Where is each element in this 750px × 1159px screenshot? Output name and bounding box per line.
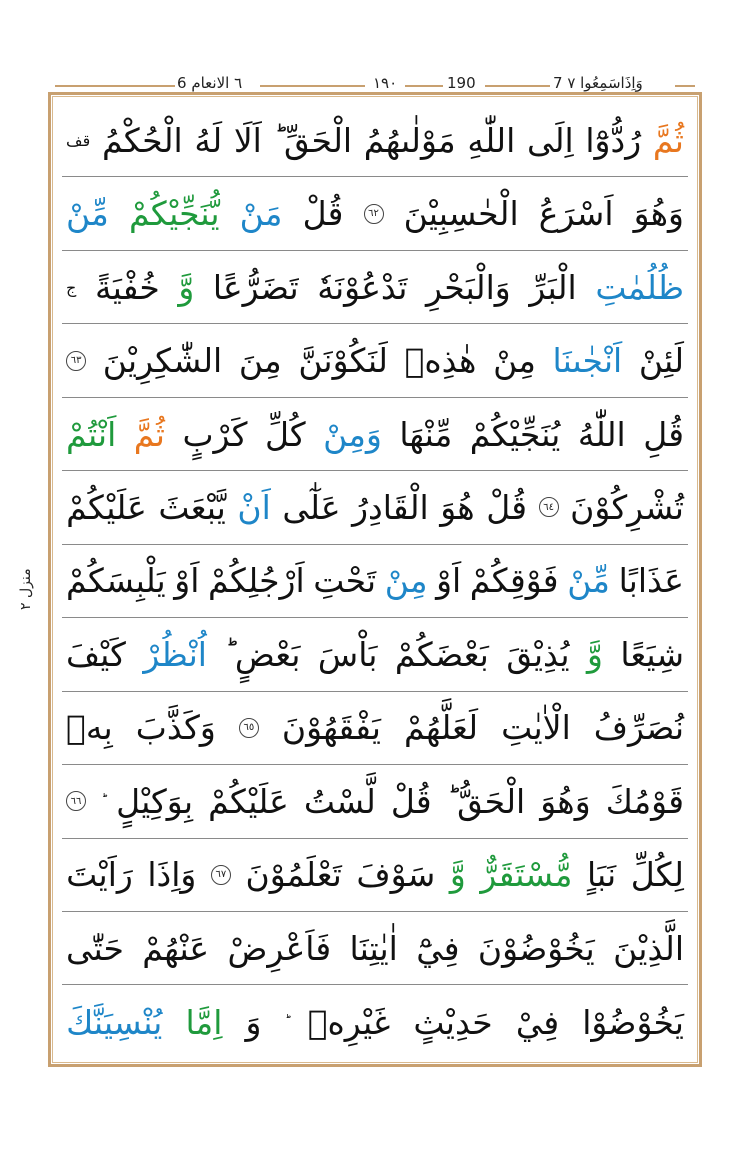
word: وَكَذَّبَ xyxy=(135,708,216,748)
word: تَدْعُوْنَهٗ xyxy=(317,267,408,307)
word: يَّبْعَثَ xyxy=(158,487,226,527)
word: كُلِّ xyxy=(264,414,306,454)
text-line xyxy=(62,912,688,985)
header-rule-mid-right xyxy=(485,85,550,87)
word: ج xyxy=(66,277,77,297)
word: بَعْضٍ ؕ xyxy=(224,634,301,674)
text-line xyxy=(62,471,688,544)
word: وَاِذَا xyxy=(147,855,197,895)
word: بِوَكِيْلٍ xyxy=(116,781,194,821)
header-rule-right xyxy=(675,85,695,87)
word: يُّنَجِّيْكُمْ xyxy=(128,194,220,234)
word: مَنْ xyxy=(239,194,283,234)
word: مَوْلٰىهُمُ xyxy=(363,120,456,160)
word: بَاْسَ xyxy=(317,634,378,674)
word: اَوْ xyxy=(174,561,200,601)
word: رَاَيْتَ xyxy=(66,855,133,895)
header-rule-mid-left xyxy=(260,85,365,87)
word: نَبَاٍ xyxy=(586,855,617,895)
word: عَلَيْكُمْ xyxy=(66,487,147,527)
text-line xyxy=(62,839,688,912)
header-rule-left xyxy=(55,85,175,87)
word: عَنْهُمْ xyxy=(142,928,210,968)
word: فِيْ xyxy=(515,1002,560,1042)
word: اَسْرَعُ xyxy=(538,194,614,234)
word: اِلَى xyxy=(526,120,574,160)
word: فَاَعْرِضْ xyxy=(227,928,332,968)
word: وَ xyxy=(245,1002,262,1042)
ayah-marker: ٦٦ xyxy=(66,791,86,811)
word: مِّنْ xyxy=(66,194,109,234)
word: تَعْلَمُوْنَ xyxy=(245,855,342,895)
word: عَذَابًا xyxy=(618,561,684,601)
word: حَدِيْثٍ xyxy=(413,1002,493,1042)
word: وَّ xyxy=(587,634,603,674)
word: الْحَقُّ ؕ xyxy=(446,781,526,821)
word: وَهُوَ xyxy=(540,781,591,821)
word: ثُمَّ xyxy=(652,120,684,160)
word: حَتّٰى xyxy=(66,928,124,968)
word: قُلْ xyxy=(486,487,528,527)
word: لِكُلِّ xyxy=(630,855,684,895)
word: وَهُوَ xyxy=(633,194,684,234)
word: تُشْرِكُوْنَ xyxy=(570,487,684,527)
word: مِنْ xyxy=(384,561,428,601)
word: كَرْبٍ xyxy=(182,414,248,454)
word: الْحُكْمُ xyxy=(101,120,183,160)
word: اُنْظُرْ xyxy=(143,634,207,674)
word: ثُمَّ xyxy=(133,414,165,454)
manzil-label: منزل ٢ xyxy=(18,568,34,610)
word: فَوْقِكُمْ xyxy=(469,561,559,601)
word: هُوَ xyxy=(440,487,475,527)
word: يُذِيْقَ xyxy=(506,634,570,674)
ayah-marker: ٦٤ xyxy=(539,497,559,517)
word: اَنْجٰىنَا xyxy=(552,341,623,381)
ayah-marker: ٦٧ xyxy=(211,865,231,885)
word: اِمَّا xyxy=(185,1002,223,1042)
word: قُلْ xyxy=(302,194,344,234)
word: هٰذِهٖ xyxy=(404,341,477,381)
word: لَعَلَّهُمْ xyxy=(404,708,479,748)
word: اَرْجُلِكُمْ xyxy=(208,561,305,601)
word: عَلٰٓى xyxy=(282,487,341,527)
word: الْبَرِّ xyxy=(529,267,577,307)
word: مُّسْتَقَرٌّ xyxy=(480,855,573,895)
word: وَّ xyxy=(178,267,195,307)
word: الْقَادِرُ xyxy=(352,487,429,527)
header-rule-center xyxy=(405,85,443,87)
word: عَلَيْكُمْ xyxy=(208,781,289,821)
word: بَعْضَكُمْ xyxy=(394,634,489,674)
word: نُصَرِّفُ xyxy=(593,708,684,748)
word: يُنْسِيَنَّكَ xyxy=(66,1002,163,1042)
word: اَوْ xyxy=(436,561,462,601)
word: يَخُوْضُوْا xyxy=(582,1002,684,1042)
word: اَنْتُمْ xyxy=(66,414,117,454)
ayah-marker: ٦٥ xyxy=(239,718,259,738)
word: الْحَقِّ ؕ xyxy=(273,120,353,160)
page-number: 190 xyxy=(447,74,476,92)
text-line xyxy=(62,618,688,691)
text-line xyxy=(62,692,688,765)
word: لَئِنْ xyxy=(638,341,684,381)
word: قُلْ xyxy=(390,781,432,821)
juz-name: 7 وَاِذَاسَمِعُوا ٧ xyxy=(553,74,643,92)
word: الَّذِيْنَ xyxy=(613,928,684,968)
word: اَنْ xyxy=(237,487,271,527)
ayah-marker: ٦٢ xyxy=(364,204,384,224)
word: قَوْمُكَ xyxy=(605,781,684,821)
ayah-marker: ٦٣ xyxy=(66,351,86,371)
word: بِهٖ xyxy=(66,708,113,748)
word: وَالْبَحْرِ xyxy=(426,267,511,307)
word: تَضَرُّعًا xyxy=(212,267,299,307)
text-line xyxy=(62,324,688,397)
word: وَمِنْ xyxy=(323,414,382,454)
text-line xyxy=(62,985,688,1058)
word: خُفْيَةً xyxy=(94,267,160,307)
word: اللّٰهِ xyxy=(467,120,516,160)
text-line xyxy=(62,765,688,838)
word: رُدُّوْٓا xyxy=(585,120,642,160)
word: اَلَا xyxy=(233,120,262,160)
word: يَخُوْضُوْنَ xyxy=(477,928,595,968)
word: مِّنْهَا xyxy=(399,414,453,454)
word: غَيْرِهٖ xyxy=(307,1002,391,1042)
text-line xyxy=(62,104,688,177)
word: قُلِ xyxy=(643,414,684,454)
page-number-arabic: ١٩٠ xyxy=(373,74,398,92)
word: اٰيٰتِنَا xyxy=(349,928,398,968)
word: وَّ xyxy=(449,855,466,895)
text-line xyxy=(62,251,688,324)
word: ظُلُمٰتِ xyxy=(595,267,684,307)
word: تَحْتِ xyxy=(313,561,377,601)
word: الشّٰكِرِيْنَ xyxy=(102,341,223,381)
word: الْاٰيٰتِ xyxy=(501,708,571,748)
word: لَّسْتُ xyxy=(303,781,376,821)
text-line xyxy=(62,177,688,250)
word: لَهُ xyxy=(194,120,223,160)
page-header xyxy=(55,72,695,98)
word: يُنَجِّيْكُمْ xyxy=(469,414,561,454)
text-line xyxy=(62,398,688,471)
word: سَوْفَ xyxy=(356,855,436,895)
word: الْحٰسِبِيْنَ xyxy=(403,194,519,234)
text-line xyxy=(62,545,688,618)
word: قف xyxy=(66,130,91,150)
word: مِنَ xyxy=(238,341,282,381)
word: يَلْبِسَكُمْ xyxy=(66,561,166,601)
surah-name: ٦ الانعام 6 xyxy=(177,74,243,92)
word: شِيَعًا xyxy=(620,634,684,674)
word: مِّنْ xyxy=(567,561,610,601)
word: يَفْقَهُوْنَ xyxy=(281,708,381,748)
word: مِنْ xyxy=(493,341,536,381)
word: اللّٰهُ xyxy=(577,414,626,454)
quran-text-block xyxy=(62,104,688,1059)
word: لَنَكُوْنَنَّ xyxy=(298,341,388,381)
word: كَيْفَ xyxy=(66,634,126,674)
word: فِيْٓ xyxy=(416,928,460,968)
